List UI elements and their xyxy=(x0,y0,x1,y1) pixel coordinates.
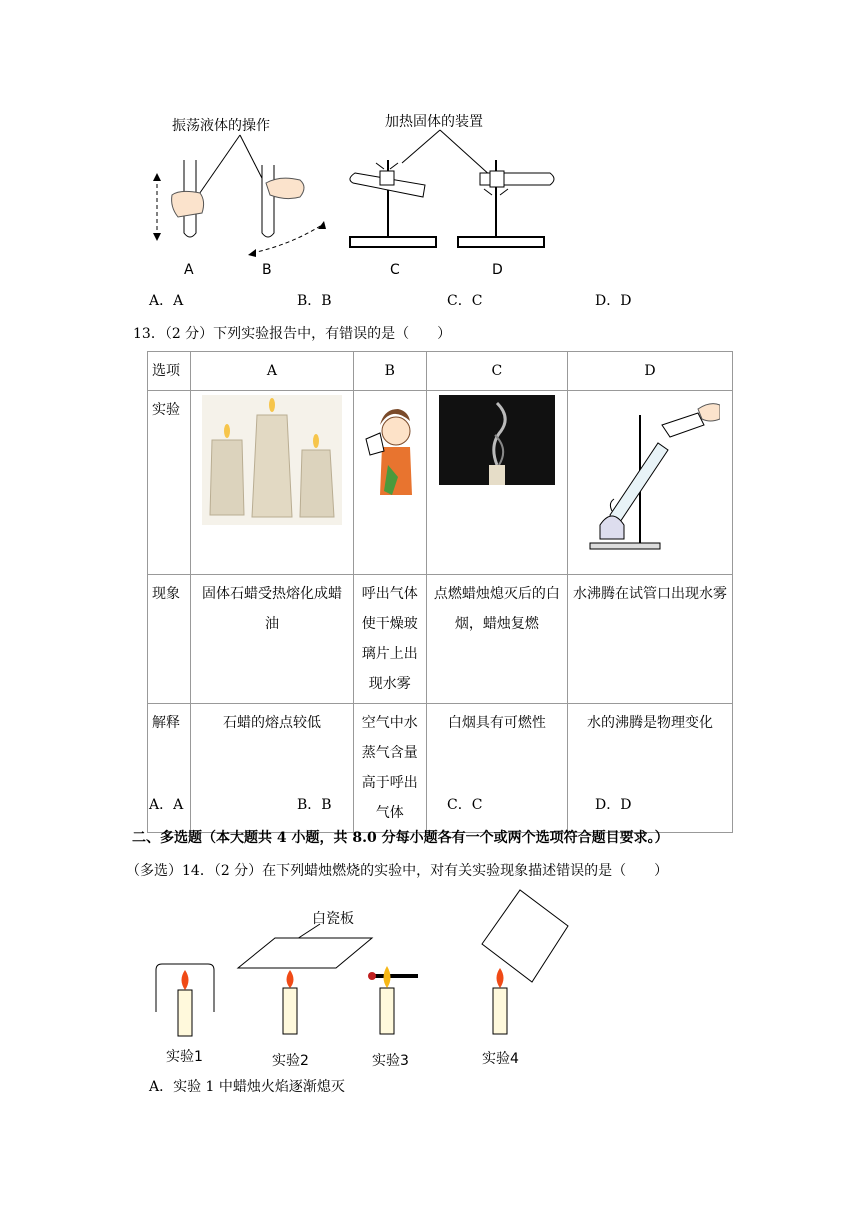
q13-options xyxy=(149,795,749,815)
table-cell: 石蜡的熔点较低 xyxy=(191,704,354,833)
table-cell: 水的沸腾是物理变化 xyxy=(568,704,733,833)
melting-candles-image xyxy=(202,395,342,525)
q14-candle-experiments xyxy=(150,888,570,1068)
header-cell: A xyxy=(191,352,354,391)
fig-d-tube-horizontal xyxy=(458,160,554,247)
exp-label-3: 实验3 xyxy=(372,1053,409,1069)
row-label: 现象 xyxy=(148,575,191,704)
header-cell: C xyxy=(426,352,567,391)
exp3-match-in-flame xyxy=(368,966,418,1034)
exp-label-1: 实验1 xyxy=(166,1049,203,1065)
q14-stem: （多选）14．（2 分）在下列蜡烛燃烧的实验中，对有关实验现象描述错误的是（ ） xyxy=(126,863,669,879)
option-d[interactable]: D．D xyxy=(595,797,632,813)
row-label: 实验 xyxy=(148,391,191,575)
exp-label-2: 实验2 xyxy=(272,1053,309,1069)
exp1-covered-candle xyxy=(156,964,214,1036)
q14-figure xyxy=(150,888,570,1068)
option-c[interactable]: C．C xyxy=(447,797,483,813)
fig-b-shake-swirl xyxy=(248,165,326,257)
fig-c-tube-tilted-up xyxy=(350,160,436,247)
q13-stem: 13．（2 分）下列实验报告中，有错误的是（ ） xyxy=(133,326,452,342)
image-cell-a xyxy=(191,391,354,575)
table-cell: 点燃蜡烛熄灭后的白烟，蜡烛复燃 xyxy=(426,575,567,704)
fig-a-shake-vertical xyxy=(153,160,204,241)
girl-breathing-on-glass-image xyxy=(362,395,418,525)
option-a[interactable]: A．A xyxy=(149,797,184,813)
header-cell: 选项 xyxy=(148,352,191,391)
section-heading: 二、多选题（本大题共 4 小题，共 8.0 分每小题各有一个或两个选项符合题目要求。） xyxy=(132,830,669,846)
option-a[interactable]: A．A xyxy=(149,293,184,309)
fig-letter-a: A xyxy=(184,262,194,278)
table-row-phenomenon xyxy=(148,575,733,704)
q12-figure xyxy=(140,105,580,285)
label-heat-solid: 加热固体的装置 xyxy=(385,114,483,130)
q14-option-a[interactable]: A．实验 1 中蜡烛火焰逐渐熄灭 xyxy=(149,1079,345,1095)
boiling-water-test-tube-image xyxy=(580,395,720,555)
table-cell: 固体石蜡受热熔化成蜡油 xyxy=(191,575,354,704)
option-c[interactable]: C．C xyxy=(447,293,483,309)
q12-apparatus-drawings xyxy=(140,105,580,285)
exp-label-4: 实验4 xyxy=(482,1051,519,1067)
fig-letter-c: C xyxy=(390,262,400,278)
header-cell: D xyxy=(568,352,733,391)
table-row-experiment xyxy=(148,391,733,575)
table-cell: 呼出气体使干燥玻璃片上出现水雾 xyxy=(353,575,426,704)
header-cell: B xyxy=(353,352,426,391)
exp4-tilted-beaker xyxy=(482,890,568,1034)
image-cell-d xyxy=(568,391,733,575)
fig-letter-d: D xyxy=(492,262,503,278)
q13-report-table xyxy=(147,351,733,833)
q12-options xyxy=(149,291,749,311)
relit-candle-smoke-image xyxy=(439,395,555,485)
label-white-plate: 白瓷板 xyxy=(312,911,354,927)
option-b[interactable]: B．B xyxy=(297,293,332,309)
label-shake-liquid: 振荡液体的操作 xyxy=(172,118,270,134)
image-cell-c xyxy=(426,391,567,575)
table-cell: 白烟具有可燃性 xyxy=(426,704,567,833)
image-cell-b xyxy=(353,391,426,575)
table-header-row xyxy=(148,352,733,391)
table-cell: 水沸腾在试管口出现水雾 xyxy=(568,575,733,704)
fig-letter-b: B xyxy=(262,262,272,278)
option-d[interactable]: D．D xyxy=(595,293,632,309)
option-b[interactable]: B．B xyxy=(297,797,332,813)
table-cell: 空气中水蒸气含量高于呼出气体 xyxy=(353,704,426,833)
row-label: 解释 xyxy=(148,704,191,833)
exp2-plate-over-candle xyxy=(238,938,372,1034)
